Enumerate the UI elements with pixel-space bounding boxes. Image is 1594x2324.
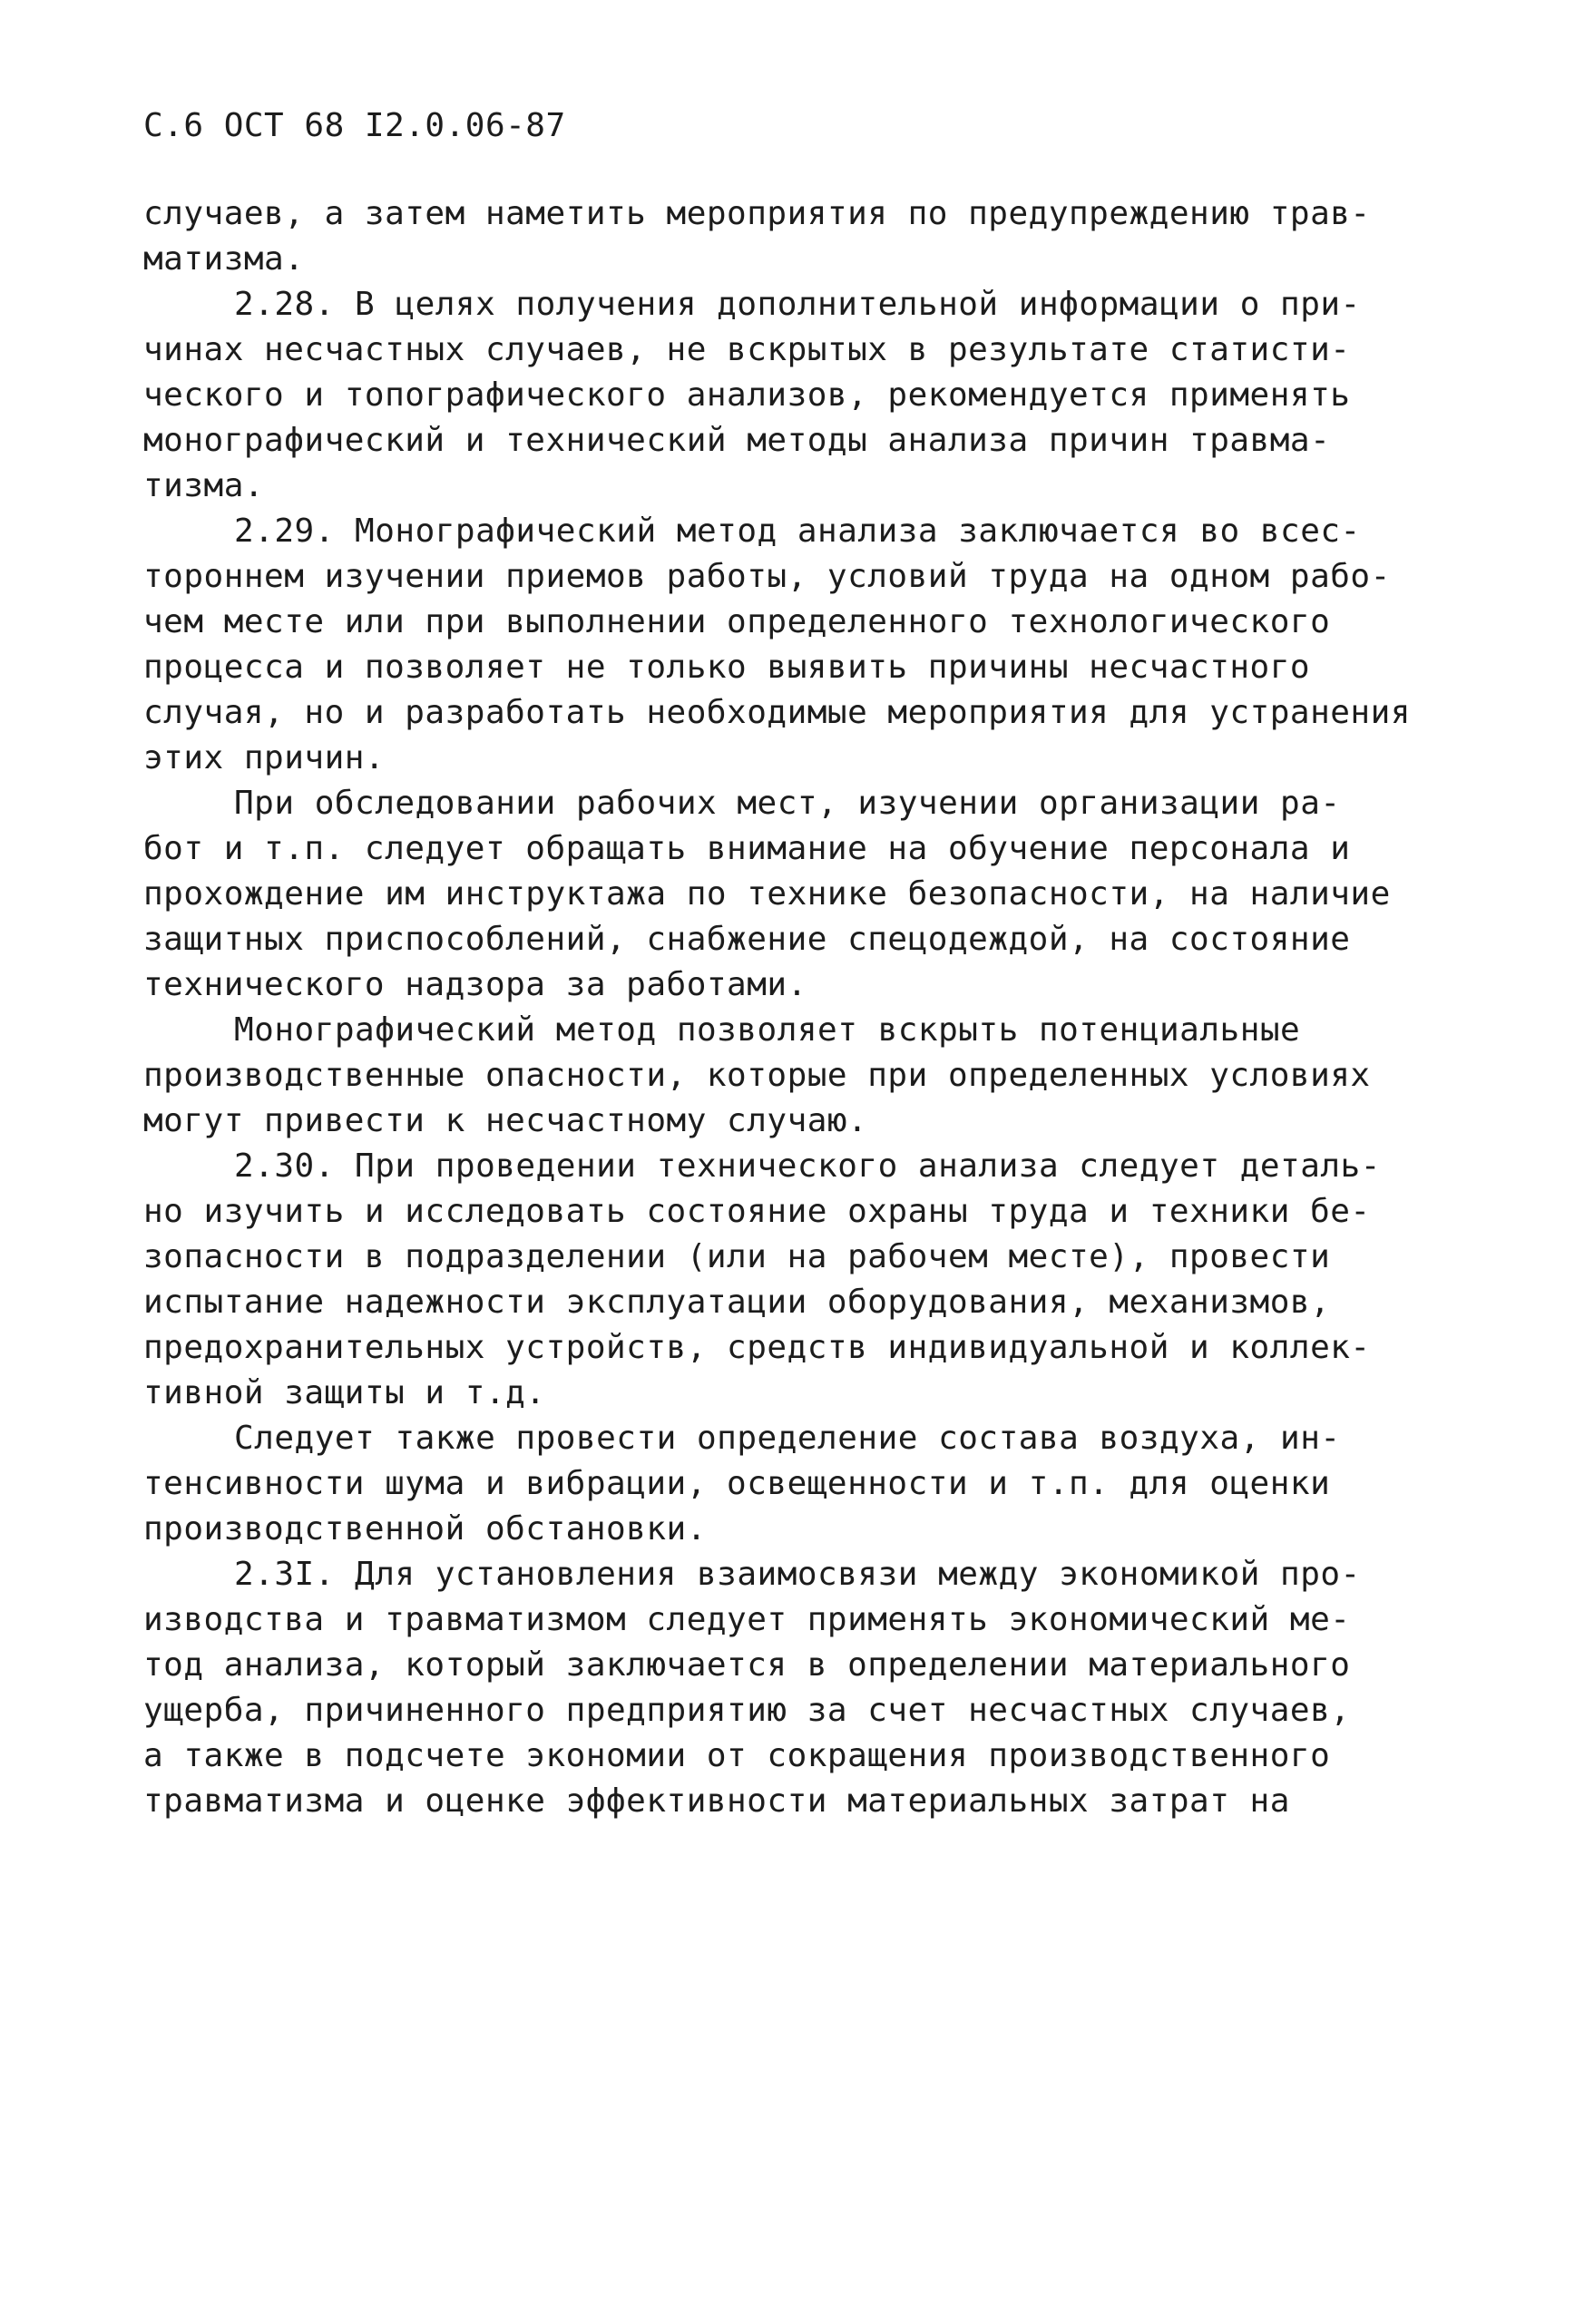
text-line: ущерба, причиненного предприятию за счет несчастных случаев, xyxy=(143,1692,1351,1729)
text-line: защитных приспособлений, снабжение спецодеждой, на состояние xyxy=(143,921,1351,958)
text-line: тивной защиты и т.д. xyxy=(143,1374,546,1411)
text-line: зопасности в подразделении (или на рабочем месте), провести xyxy=(143,1238,1331,1275)
text-line: чинах несчастных случаев, не вскрытых в результате статисти- xyxy=(143,331,1351,368)
text-line: чем месте или при выполнении определенного технологического xyxy=(143,603,1331,640)
text-line: процесса и позволяет не только выявить причины несчастного xyxy=(143,649,1311,686)
text-line: Монографический метод позволяет вскрыть потенциальные xyxy=(234,1011,1301,1049)
text-line: случаев, а затем наметить мероприятия по предупреждению трав- xyxy=(143,195,1371,232)
text-line: прохождение им инструктажа по технике безопасности, на наличие xyxy=(143,875,1391,913)
text-line: монографический и технический методы анализа причин травма- xyxy=(143,422,1331,459)
text-line: Следует также провести определение состава воздуха, ин- xyxy=(234,1420,1341,1457)
text-line: тороннем изучении приемов работы, условий труда на одном рабо- xyxy=(143,558,1391,595)
text-line: могут привести к несчастному случаю. xyxy=(143,1102,868,1139)
text-line: тенсивности шума и вибрации, освещенности и т.п. для оценки xyxy=(143,1465,1331,1502)
text-line: 2.30. При проведении технического анализа следует деталь- xyxy=(234,1147,1381,1185)
text-line: производственной обстановки. xyxy=(143,1510,707,1548)
text-line: 2.28. В целях получения дополнительной информации о при- xyxy=(234,286,1361,323)
text-line: предохранительных устройств, средств индивидуальной и коллек- xyxy=(143,1329,1371,1366)
text-line: изводства и травматизмом следует применять экономический ме- xyxy=(143,1601,1351,1638)
text-line: 2.29. Монографический метод анализа заключается во всес- xyxy=(234,513,1361,550)
text-line: производственные опасности, которые при определенных условиях xyxy=(143,1057,1371,1094)
text-line: При обследовании рабочих мест, изучении организации ра- xyxy=(234,785,1341,822)
text-line: бот и т.п. следует обращать внимание на обучение персонала и xyxy=(143,830,1351,867)
text-line: но изучить и исследовать состояние охраны труда и техники бе- xyxy=(143,1193,1371,1230)
text-line: травматизма и оценке эффективности материальных затрат на xyxy=(143,1782,1290,1820)
text-line: тод анализа, который заключается в определении материального xyxy=(143,1646,1351,1684)
text-line: ческого и топографического анализов, рекомендуется применять xyxy=(143,376,1351,414)
page-header: С.6 ОСТ 68 I2.0.06-87 xyxy=(143,107,566,144)
text-line: 2.3I. Для установления взаимосвязи между экономикой про- xyxy=(234,1556,1361,1593)
text-line: случая, но и разработать необходимые мероприятия для устранения xyxy=(143,694,1411,731)
text-line: а также в подсчете экономии от сокращения производственного xyxy=(143,1737,1331,1774)
text-line: тизма. xyxy=(143,467,265,504)
text-line: испытание надежности эксплуатации оборудования, механизмов, xyxy=(143,1284,1331,1321)
text-line: матизма. xyxy=(143,240,305,278)
text-line: этих причин. xyxy=(143,739,386,776)
text-line: технического надзора за работами. xyxy=(143,966,807,1003)
